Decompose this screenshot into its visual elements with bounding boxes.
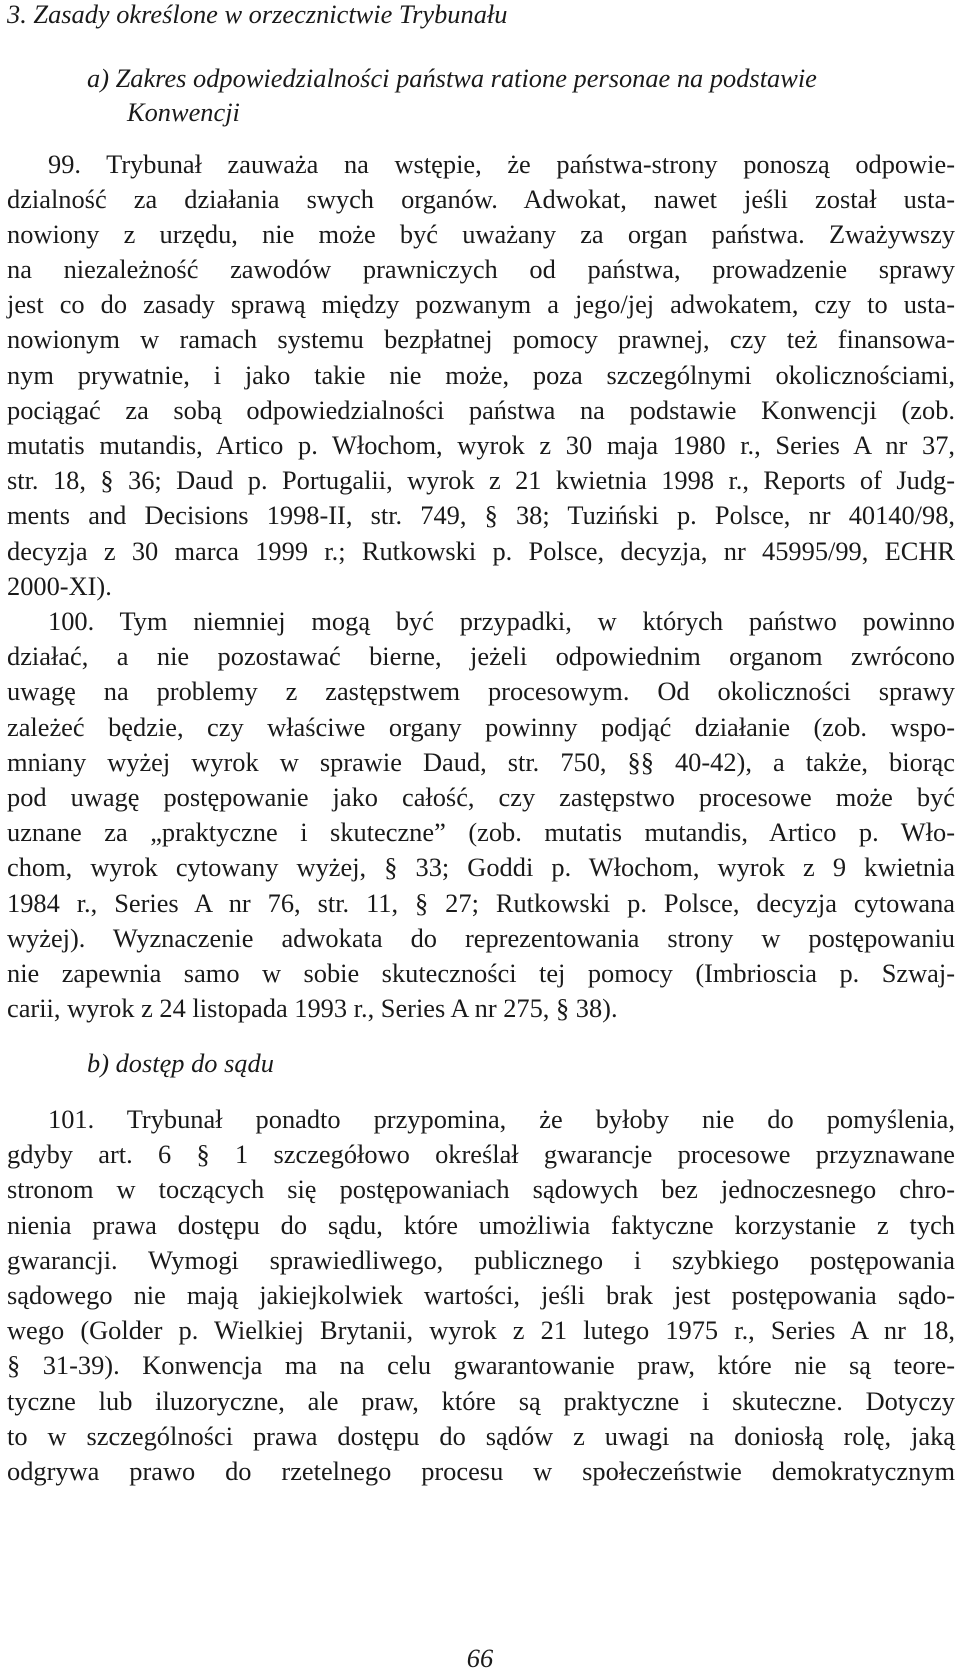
text-line: sądowego nie mają jakiejkolwiek wartości, jeśli brak jest postępowania sądo- <box>7 1280 955 1310</box>
text-line: nowiony z urzędu, nie może być uważany za organ państwa. Zważywszy <box>7 219 955 249</box>
text-line: nym prywatnie, i jako takie nie może, poza szczególnymi okolicznościami, <box>7 360 955 390</box>
section-heading: 3. Zasady określone w orzecznictwie Trybunału <box>7 0 508 29</box>
text-line: mutatis mutandis, Artico p. Włochom, wyrok z 30 maja 1980 r., Series A nr 37, <box>7 430 955 460</box>
text-line: działać, a nie pozostawać bierne, jeżeli odpowiednim organom zwrócono <box>7 641 955 671</box>
text-line: uwagę na problemy z zastępstwem procesowym. Od okoliczności sprawy <box>7 676 955 706</box>
text-line: chom, wyrok cytowany wyżej, § 33; Goddi p. Włochom, wyrok z 9 kwietnia <box>7 852 955 882</box>
text-line: 1984 r., Series A nr 76, str. 11, § 27; Rutkowski p. Polsce, decyzja cytowana <box>7 888 955 918</box>
text-line: 99. Trybunał zauważa na wstępie, że państwa-strony ponoszą odpowie- <box>48 149 955 179</box>
text-line: gdyby art. 6 § 1 szczegółowo określał gwarancje procesowe przyznawane <box>7 1139 955 1169</box>
page-number: 66 <box>466 1643 494 1673</box>
text-line: pociągać za sobą odpowiedzialności państwa na podstawie Konwencji (zob. <box>7 395 955 425</box>
text-line: gwarancji. Wymogi sprawiedliwego, publicznego i szybkiego postępowania <box>7 1245 955 1275</box>
text-line: 101. Trybunał ponadto przypomina, że byłoby nie do pomyślenia, <box>48 1104 955 1134</box>
text-line: dzialność za działania swych organów. Adwokat, nawet jeśli został usta- <box>7 184 955 214</box>
text-line: nienia prawa dostępu do sądu, które umożliwia faktyczne korzystanie z tych <box>7 1210 955 1240</box>
text-line: odgrywa prawo do rzetelnego procesu w społeczeństwie demokratycznym <box>7 1456 955 1486</box>
text-line: ments and Decisions 1998-II, str. 749, § 38; Tuziński p. Polsce, nr 40140/98, <box>7 500 955 530</box>
text-line: uznane za „praktyczne i skuteczne” (zob. mutatis mutandis, Artico p. Wło- <box>7 817 955 847</box>
text-line: § 31-39). Konwencja ma na celu gwarantowanie praw, które nie są teore- <box>7 1350 955 1380</box>
text-line: nie zapewnia samo w sobie skuteczności tej pomocy (Imbrioscia p. Szwaj- <box>7 958 955 988</box>
text-line: stronom w toczących się postępowaniach sądowych bez jednoczesnego chro- <box>7 1174 955 1204</box>
text-line: jest co do zasady sprawą między pozwanym a jego/jej adwokatem, czy to usta- <box>7 289 955 319</box>
subsection-b-heading: b) dostęp do sądu <box>87 1048 274 1078</box>
text-line: to w szczególności prawa dostępu do sądów z uwagi na doniosłą rolę, jaką <box>7 1421 955 1451</box>
subsection-a-heading-continued: Konwencji <box>127 97 240 127</box>
text-line: pod uwagę postępowanie jako całość, czy zastępstwo procesowe może być <box>7 782 955 812</box>
text-line: carii, wyrok z 24 listopada 1993 r., Series A nr 275, § 38). <box>7 993 618 1023</box>
text-line: nowionym w ramach systemu bezpłatnej pomocy prawnej, czy też finansowa- <box>7 324 955 354</box>
text-line: na niezależność zawodów prawniczych od państwa, prowadzenie sprawy <box>7 254 955 284</box>
text-line: 2000-XI). <box>7 571 112 601</box>
text-line: wego (Golder p. Wielkiej Brytanii, wyrok z 21 lutego 1975 r., Series A nr 18, <box>7 1315 955 1345</box>
text-line: str. 18, § 36; Daud p. Portugalii, wyrok z 21 kwietnia 1998 r., Reports of Judg- <box>7 465 955 495</box>
text-line: wyżej). Wyznaczenie adwokata do reprezentowania strony w postępowaniu <box>7 923 955 953</box>
text-line: zależeć będzie, czy właściwe organy powinny podjąć działanie (zob. wspo- <box>7 712 955 742</box>
text-line: 100. Tym niemniej mogą być przypadki, w których państwo powinno <box>48 606 955 636</box>
text-line: mniany wyżej wyrok w sprawie Daud, str. 750, §§ 40-42), a także, biorąc <box>7 747 955 777</box>
subsection-a-heading: a) Zakres odpowiedzialności państwa ratione personae na podstawie <box>87 63 817 93</box>
text-line: decyzja z 30 marca 1999 r.; Rutkowski p. Polsce, decyzja, nr 45995/99, ECHR <box>7 536 955 566</box>
text-line: tyczne lub iluzoryczne, ale praw, które są praktyczne i skuteczne. Dotyczy <box>7 1386 955 1416</box>
